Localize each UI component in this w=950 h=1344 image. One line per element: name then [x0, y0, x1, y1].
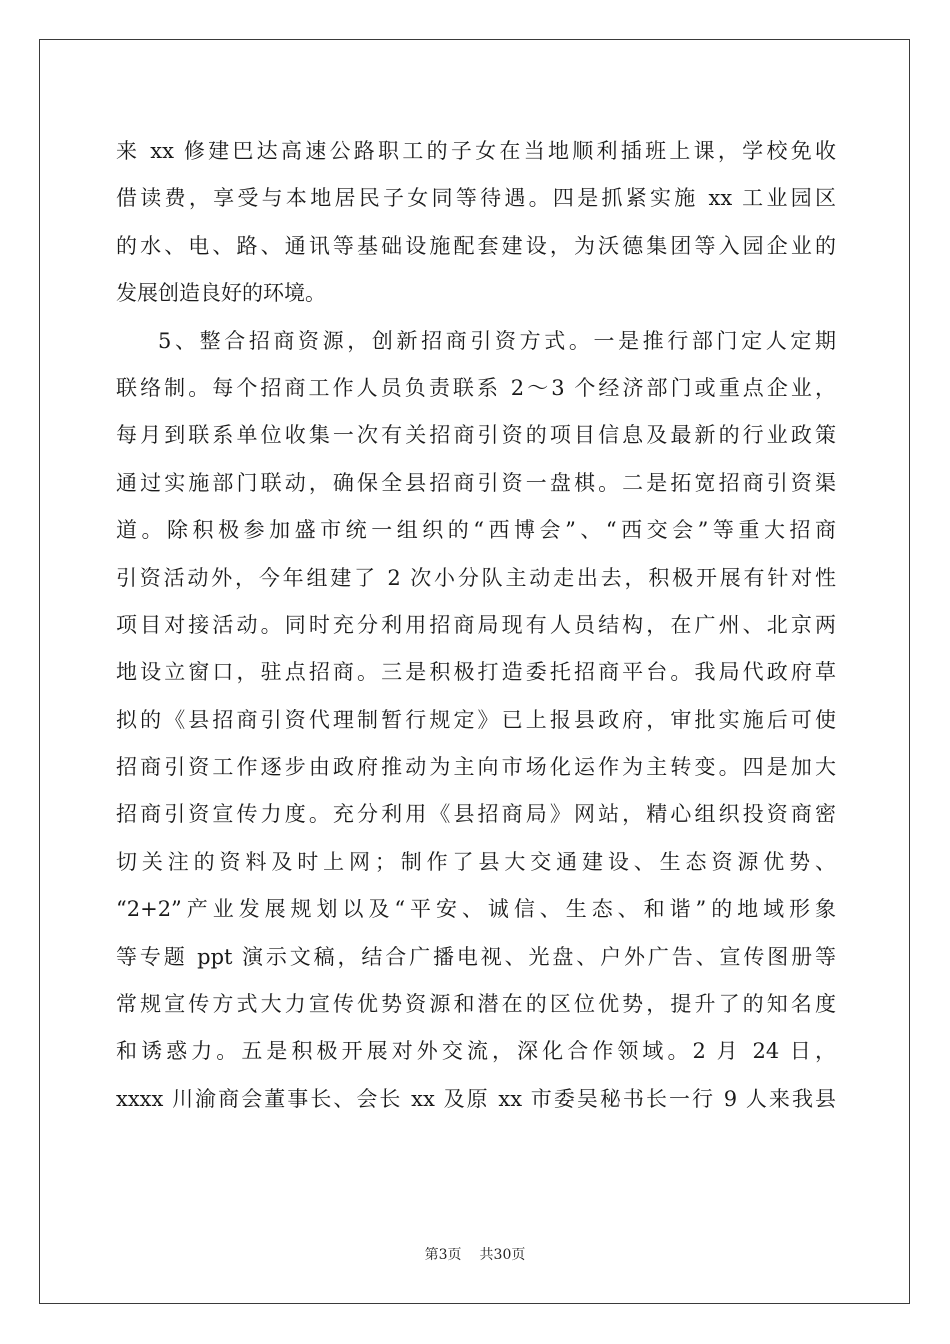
text-line: 和诱惑力。五是积极开展对外交流，深化合作领域。2 月 24 日，: [116, 1039, 836, 1064]
text-line: 通过实施部门联动，确保全县招商引资一盘棋。二是拓宽招商引资渠: [116, 470, 836, 495]
text-line: 招商引资工作逐步由政府推动为主向市场化运作为主转变。四是加大: [116, 755, 836, 780]
text-line: 道。除积极参加盛市统一组织的“西博会”、“西交会”等重大招商: [116, 518, 836, 543]
text-line: 项目对接活动。同时充分利用招商局现有人员结构，在广州、北京两: [116, 612, 836, 637]
page-footer: [0, 1244, 950, 1264]
text-line: 的水、电、路、通讯等基础设施配套建设，为沃德集团等入园企业的: [116, 233, 836, 258]
text-line: 每月到联系单位收集一次有关招商引资的项目信息及最新的行业政策: [116, 423, 836, 448]
page-number: 第3页: [424, 1247, 462, 1263]
text-line: 借读费，享受与本地居民子女同等待遇。四是抓紧实施 xx 工业园区: [116, 186, 836, 211]
text-line: 招商引资宣传力度。充分利用《县招商局》网站，精心组织投资商密: [116, 802, 836, 827]
text-line: 切关注的资料及时上网；制作了县大交通建设、生态资源优势、: [116, 849, 836, 874]
text-line: 拟的《县招商引资代理制暂行规定》已上报县政府，审批实施后可使: [116, 707, 836, 732]
page-total: 共30页: [479, 1247, 526, 1263]
text-line: 联络制。每个招商工作人员负责联系 2～3 个经济部门或重点企业，: [116, 375, 836, 400]
text-line: “2+2”产业发展规划以及“平安、诚信、生态、和谐”的地域形象: [116, 897, 836, 922]
text-line: 常规宣传方式大力宣传优势资源和潜在的区位优势，提升了的知名度: [116, 992, 836, 1017]
text-line: xxxx 川渝商会董事长、会长 xx 及原 xx 市委吴秘书长一行 9 人来我县: [116, 1086, 836, 1111]
paragraph-start-line: 5、整合招商资源，创新招商引资方式。一是推行部门定人定期: [158, 328, 836, 353]
text-line: 发展创造良好的环境。: [116, 281, 326, 306]
text-line: 等专题 ppt 演示文稿，结合广播电视、光盘、户外广告、宣传图册等: [116, 944, 836, 969]
text-line: 引资活动外，今年组建了 2 次小分队主动走出去，积极开展有针对性: [116, 565, 836, 590]
document-body: [116, 128, 836, 1123]
text-line: 地设立窗口，驻点招商。三是积极打造委托招商平台。我局代政府草: [116, 660, 836, 685]
text-line: 来 xx 修建巴达高速公路职工的子女在当地顺利插班上课，学校免收: [116, 139, 836, 163]
